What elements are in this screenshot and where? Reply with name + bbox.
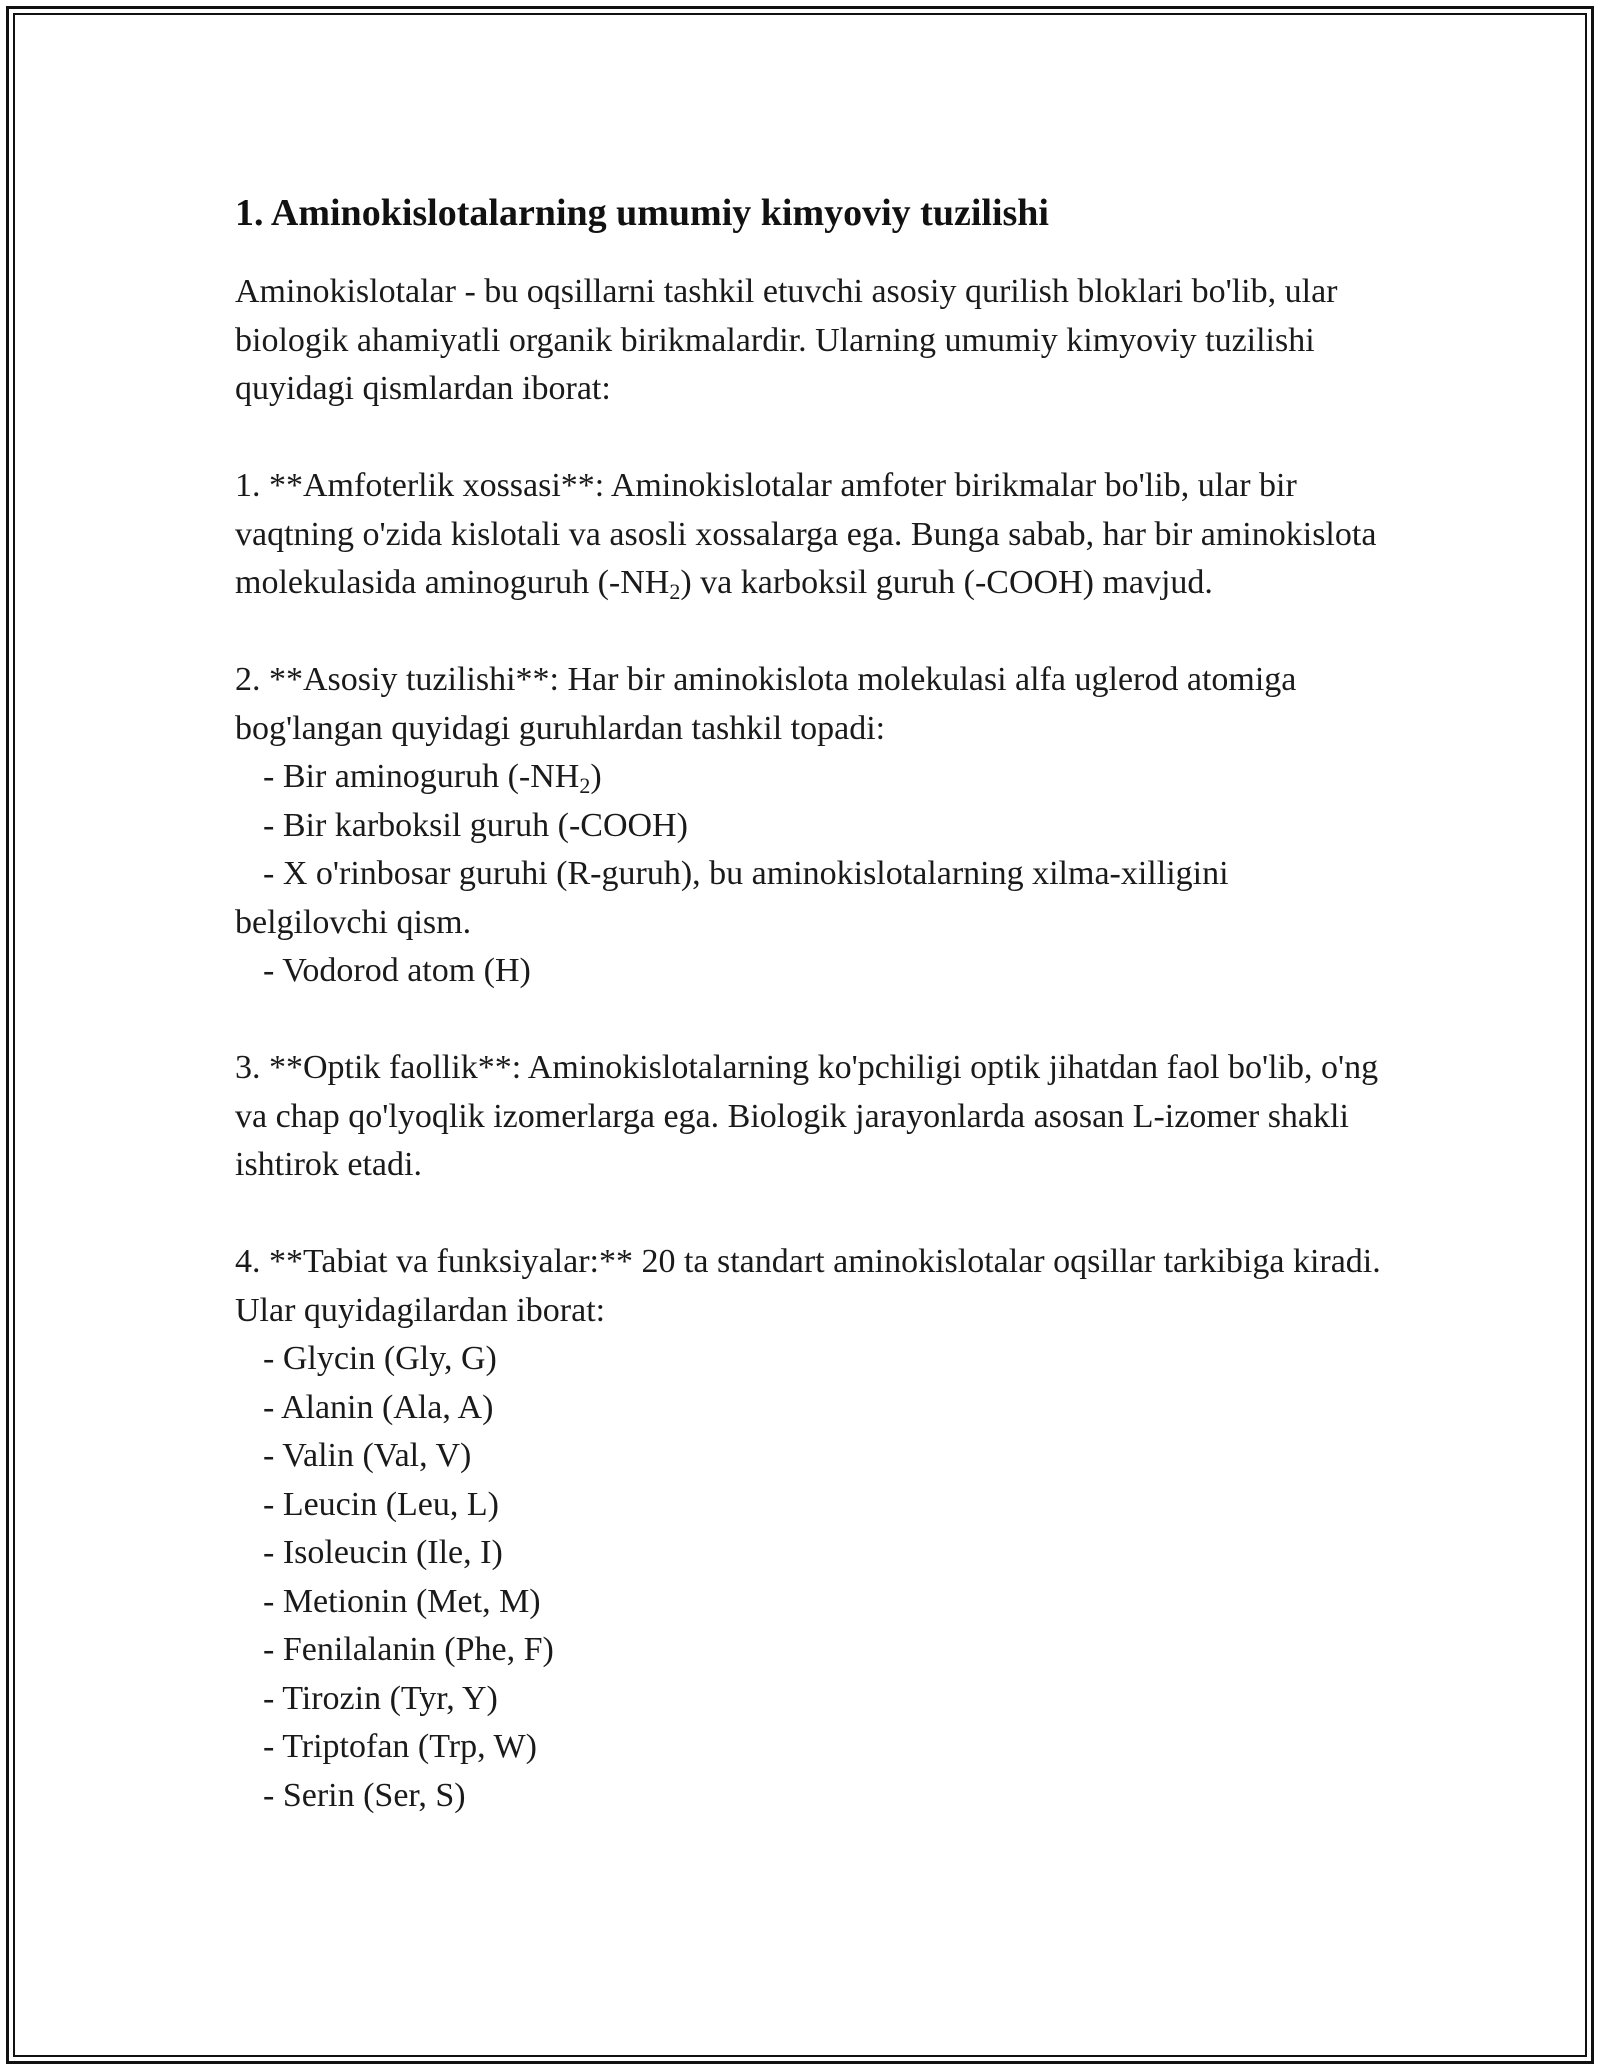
amino-acid-list-item: - Triptofan (Trp, W)	[263, 1728, 537, 1765]
section-2-item-r-group-continued: belgilovchi qism.	[235, 903, 472, 941]
section-1-subscript: 2	[669, 579, 681, 604]
section-2-item-amino-text: - Bir aminoguruh (-NH	[263, 758, 580, 795]
amino-acid-list-item: - Fenilalanin (Phe, F)	[263, 1631, 554, 1668]
amino-acid-list-item: - Serin (Ser, S)	[263, 1776, 466, 1814]
section-2-paragraph: 2. **Asosiy tuzilishi**: Har bir aminokislota molekulasi alfa uglerod atomiga bog'langan quyidagi guruhlardan tashkil topadi:	[235, 661, 1297, 747]
amino-acid-list-item: - Metionin (Met, M)	[263, 1582, 541, 1620]
section-1-text-before: 1. **Amfoterlik xossasi**: Aminokislotalar amfoter birikmalar bo'lib, ular bir vaqtning o'zida kislotali va asosli xossalarga ega. Bunga sabab, har bir aminokislota molekulasida aminoguruh (-NH	[235, 467, 1377, 601]
section-3-paragraph: 3. **Optik faollik**: Aminokislotalarning ko'pchiligi optik jihatdan faol bo'lib, o'ng va chap qo'lyoqlik izomerlarga ega. Biologik jarayonlarda asosan L-izomer shakli ishtirok etadi.	[235, 1049, 1379, 1183]
section-4-paragraph: 4. **Tabiat va funksiyalar:** 20 ta standart aminokislotalar oqsillar tarkibiga kiradi. Ular quyidagilardan iborat:	[235, 1243, 1381, 1329]
section-2-item-amino-subscript: 2	[579, 773, 591, 798]
section-2-item-r-group: - X o'rinbosar guruhi (R-guruh), bu aminokislotalarning xilma-xilligini	[263, 855, 1229, 892]
amino-acid-list-item: - Valin (Val, V)	[263, 1437, 472, 1474]
amino-acid-list-item: - Tirozin (Tyr, Y)	[263, 1679, 498, 1717]
section-2-item-carboxyl: - Bir karboksil guruh (-COOH)	[263, 806, 688, 844]
section-1-text-after: ) va karboksil guruh (-COOH) mavjud.	[680, 564, 1213, 601]
amino-acid-list-item: - Isoleucin (Ile, I)	[263, 1534, 503, 1571]
section-2-item-amino-close: )	[590, 758, 602, 795]
amino-acid-list-item: - Glycin (Gly, G)	[263, 1340, 497, 1377]
amino-acid-list-item: - Alanin (Ala, A)	[263, 1388, 494, 1426]
amino-acid-list-item: - Leucin (Leu, L)	[263, 1485, 499, 1523]
section-1-paragraph	[235, 462, 1395, 608]
section-2-item-hydrogen: - Vodorod atom (H)	[263, 952, 531, 989]
document-body	[235, 186, 1395, 1820]
section-2-item-amino	[235, 753, 1395, 802]
document-heading: 1. Aminokislotalarning umumiy kimyoviy tuzilishi	[235, 192, 1049, 234]
intro-paragraph: Aminokislotalar - bu oqsillarni tashkil etuvchi asosiy qurilish bloklari bo'lib, ular biologik ahamiyatli organik birikmalardir. Ularning umumiy kimyoviy tuzilishi quyidagi qismlardan iborat:	[235, 273, 1338, 407]
